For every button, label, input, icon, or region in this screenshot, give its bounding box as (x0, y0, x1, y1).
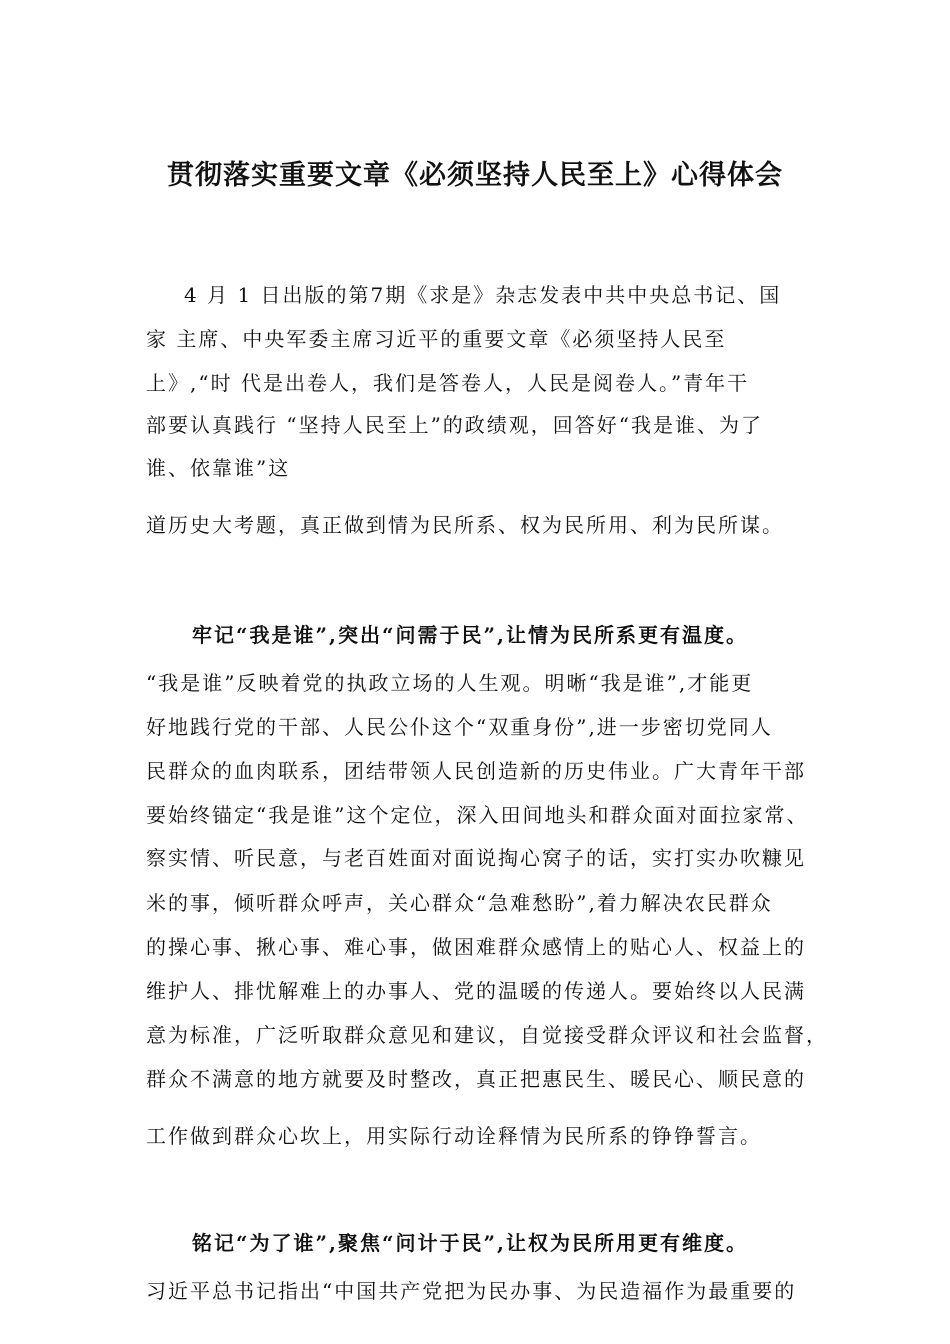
intro-line: 上》,“时 代是出卷人，我们是答卷人，人民是阅卷人。”青年干 (146, 371, 750, 395)
section-line: 维护人、排忧解难上的办事人、党的温暖的传递人。要始终以人民满 (146, 979, 806, 1003)
section-line: 察实情、听民意，与老百姓面对面说掏心窝子的话，实打实办吹糠见 (146, 846, 806, 870)
section-heading: 牢记“我是谁”,突出“问需于民”,让情为民所系更有温度。 (192, 623, 748, 647)
section-line: 习近平总书记指出“中国共产党把为民办事、为民造福作为最重要的 (146, 1279, 797, 1303)
section-line: “我是谁”反映着党的执政立场的人生观。明晰“我是谁”,才能更 (146, 671, 754, 695)
section-line: 民群众的血肉联系，团结带领人民创造新的历史伟业。广大青年干部 (146, 759, 806, 783)
section-line: 要始终锚定“我是谁”这个定位，深入田间地头和群众面对面拉家常、 (146, 803, 809, 827)
section-line: 米的事，倾听群众呼声，关心群众“急难愁盼”,着力解决农民群众 (146, 891, 773, 915)
section-line: 意为标准，广泛听取群众意见和建议，自觉接受群众评议和社会监督， (146, 1023, 828, 1047)
document-title: 贯彻落实重要文章《必须坚持人民至上》心得体会 (167, 160, 783, 191)
section-line: 的操心事、揪心事、难心事，做困难群众感情上的贴心人、权益上的 (146, 935, 806, 959)
intro-line: 道历史大考题，真正做到情为民所系、权为民所用、利为民所谋。 (146, 513, 784, 537)
intro-line: 4 月 1 日出版的第7期《求是》杂志发表中共中央总书记、国 (184, 283, 782, 307)
intro-line: 部要认真践行 “坚持人民至上”的政绩观，回答好“我是谁、为了 (146, 413, 764, 437)
section-heading: 铭记“为了谁”,聚焦“问计于民”,让权为民所用更有维度。 (192, 1231, 748, 1255)
section-line: 好地践行党的干部、人民公仆这个“双重身份”,进一步密切党同人 (146, 715, 773, 739)
intro-line: 谁、依靠谁”这 (146, 456, 291, 480)
section-line: 工作做到群众心坎上，用实际行动诠释情为民所系的铮铮誓言。 (146, 1124, 762, 1148)
section-line: 群众不满意的地方就要及时整改，真正把惠民生、暖民心、顺民意的 (146, 1067, 806, 1091)
intro-line: 家 主席、中央军委主席习近平的重要文章《必须坚持人民至 (146, 327, 727, 351)
